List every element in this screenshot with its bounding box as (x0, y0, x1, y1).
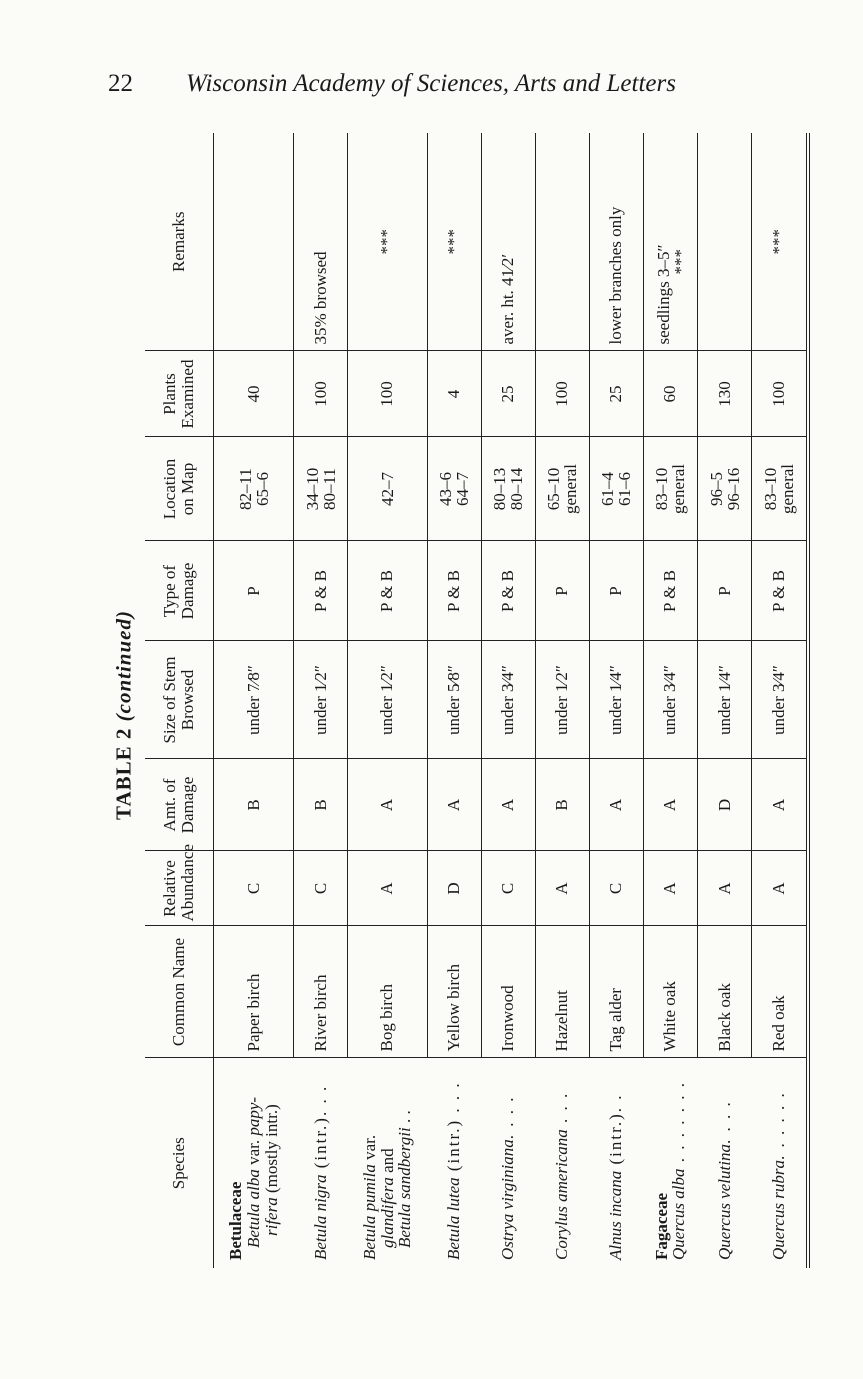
rotated-table-wrapper (145, 133, 810, 1268)
plants-cell: 40 (214, 351, 294, 437)
remarks-cell: 35% browsed (294, 133, 348, 351)
table-row (427, 133, 481, 1268)
header-remarks: Remarks (145, 133, 214, 351)
table-row (535, 133, 589, 1268)
family-label: Betulaceae (226, 1181, 246, 1260)
running-head: Wisconsin Academy of Sciences, Arts and Letters (186, 70, 676, 97)
table-row (752, 133, 808, 1268)
plants-cell: 100 (348, 351, 428, 437)
species-cell: Alnus incana (intr.). . (589, 1058, 643, 1268)
plants-cell: 25 (589, 351, 643, 437)
common-name-cell: Tag alder (589, 926, 643, 1058)
amount-cell: A (752, 759, 808, 851)
type-cell: P & B (481, 541, 535, 641)
header-plants-examined: Plants Examined (145, 351, 214, 437)
location-cell: 42–7 (348, 437, 428, 541)
location-cell: 96–5 96–16 (698, 437, 752, 541)
type-cell: P & B (348, 541, 428, 641)
header-species: Species (145, 1058, 214, 1268)
abundance-cell: C (481, 851, 535, 926)
species-cell: Quercus velutina. . . . (698, 1058, 752, 1268)
amount-cell: A (589, 759, 643, 851)
common-name-cell: Yellow birch (427, 926, 481, 1058)
location-cell: 34–10 80–11 (294, 437, 348, 541)
table-row (643, 133, 698, 1268)
common-name-cell: Bog birch (348, 926, 428, 1058)
size-cell: under 3⁄4″ (643, 641, 698, 759)
amount-cell: A (348, 759, 428, 851)
remarks-cell: lower branches only (589, 133, 643, 351)
type-cell: P & B (294, 541, 348, 641)
remarks-cell (698, 133, 752, 351)
plants-cell: 100 (752, 351, 808, 437)
size-cell: under 5⁄8″ (427, 641, 481, 759)
table-row (589, 133, 643, 1268)
header-size-of-stem: Size of Stem Browsed (145, 641, 214, 759)
amount-cell: A (427, 759, 481, 851)
size-cell: under 3⁄4″ (481, 641, 535, 759)
amount-cell: A (481, 759, 535, 851)
abundance-cell: A (535, 851, 589, 926)
remarks-cell: aver. ht. 41⁄2′ (481, 133, 535, 351)
common-name-cell: River birch (294, 926, 348, 1058)
plants-cell: 130 (698, 351, 752, 437)
size-cell: under 7⁄8″ (214, 641, 294, 759)
amount-cell: B (214, 759, 294, 851)
type-cell: P (698, 541, 752, 641)
common-name-cell: Ironwood (481, 926, 535, 1058)
plants-cell: 60 (643, 351, 698, 437)
abundance-cell: C (294, 851, 348, 926)
common-name-cell: Black oak (698, 926, 752, 1058)
abundance-cell: A (752, 851, 808, 926)
remarks-cell (535, 133, 589, 351)
size-cell: under 1⁄2″ (348, 641, 428, 759)
size-cell: under 1⁄2″ (535, 641, 589, 759)
size-cell: under 3⁄4″ (752, 641, 808, 759)
plants-cell: 4 (427, 351, 481, 437)
species-cell: Betulaceae Betula alba var. papy- rifera (mostly intr.) (214, 1058, 294, 1268)
family-label: Fagaceae (651, 1192, 671, 1260)
species-cell: Ostrya virginiana. . . . (481, 1058, 535, 1268)
header-relative-abundance: Relative Abundance (145, 851, 214, 926)
location-cell: 61–4 61–6 (589, 437, 643, 541)
species-cell: Corylus americana . . . (535, 1058, 589, 1268)
common-name-cell: White oak (643, 926, 698, 1058)
amount-cell: D (698, 759, 752, 851)
table-title-label: TABLE 2 (111, 727, 136, 820)
table-row (294, 133, 348, 1268)
amount-cell: B (535, 759, 589, 851)
species-cell: Betula lutea (intr.) . . . (427, 1058, 481, 1268)
remarks-cell (214, 133, 294, 351)
plants-cell: 25 (481, 351, 535, 437)
remarks-cell: *** (348, 133, 428, 351)
table-row (698, 133, 752, 1268)
abundance-cell: D (427, 851, 481, 926)
table-title-continued: (continued) (111, 610, 136, 722)
abundance-cell: A (348, 851, 428, 926)
type-cell: P (214, 541, 294, 641)
page-number: 22 (108, 70, 133, 97)
amount-cell: A (643, 759, 698, 851)
remarks-cell: *** (427, 133, 481, 351)
header-location: Location on Map (145, 437, 214, 541)
location-cell: 65–10 general (535, 437, 589, 541)
abundance-cell: C (214, 851, 294, 926)
plants-cell: 100 (294, 351, 348, 437)
size-cell: under 1⁄4″ (589, 641, 643, 759)
type-cell: P (535, 541, 589, 641)
size-cell: under 1⁄4″ (698, 641, 752, 759)
plants-cell: 100 (535, 351, 589, 437)
type-cell: P (589, 541, 643, 641)
type-cell: P & B (427, 541, 481, 641)
header-type-of-damage: Type of Damage (145, 541, 214, 641)
species-cell: Quercus rubra. . . . . . (752, 1058, 808, 1268)
common-name-cell: Red oak (752, 926, 808, 1058)
remarks-cell: *** (752, 133, 808, 351)
location-cell: 83–10 general (752, 437, 808, 541)
abundance-cell: A (698, 851, 752, 926)
abundance-cell: C (589, 851, 643, 926)
location-cell: 82–11 65–6 (214, 437, 294, 541)
species-cell: Betula pumila var. glandifera and Betula sandbergii . . (348, 1058, 428, 1268)
table-header-row (145, 133, 214, 1268)
table-row (481, 133, 535, 1268)
location-cell: 43–6 64–7 (427, 437, 481, 541)
type-cell: P & B (752, 541, 808, 641)
size-cell: under 1⁄2″ (294, 641, 348, 759)
table-row (348, 133, 428, 1268)
type-cell: P & B (643, 541, 698, 641)
common-name-cell: Paper birch (214, 926, 294, 1058)
location-cell: 83–10 general (643, 437, 698, 541)
remarks-cell: seedlings 3–5″ *** (643, 133, 698, 351)
header-amount-of-damage: Amt. of Damage (145, 759, 214, 851)
header-common-name: Common Name (145, 926, 214, 1058)
common-name-cell: Hazelnut (535, 926, 589, 1058)
species-cell: Betula nigra (intr.). . . (294, 1058, 348, 1268)
location-cell: 80–13 80–14 (481, 437, 535, 541)
amount-cell: B (294, 759, 348, 851)
table-row (214, 133, 294, 1268)
browse-damage-table (145, 133, 810, 1268)
species-cell: Fagaceae Quercus alba . . . . . . . (643, 1058, 698, 1268)
abundance-cell: A (643, 851, 698, 926)
